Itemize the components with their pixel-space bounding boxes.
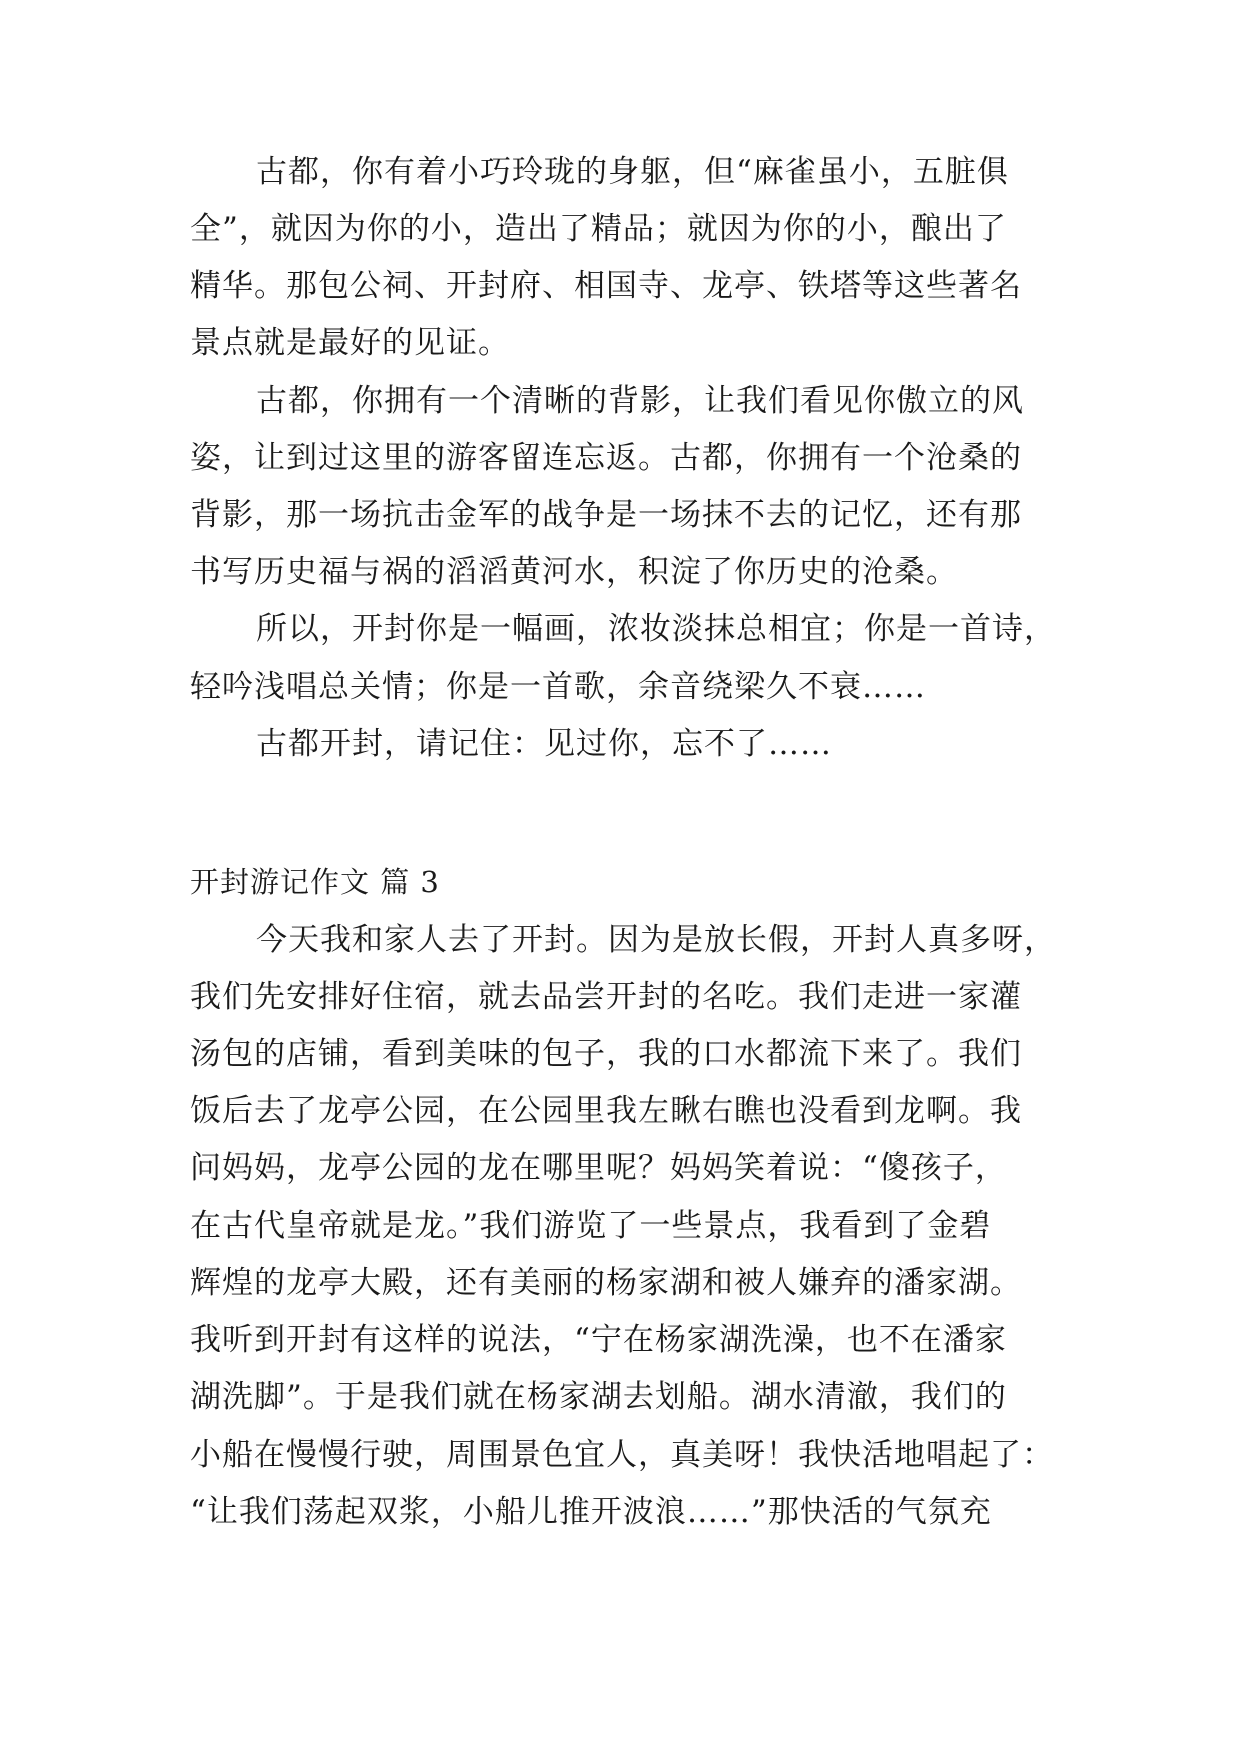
- paragraph-2-line-1: 古都，你拥有一个清晰的背影，让我们看见你傲立的风: [256, 383, 1024, 419]
- paragraph-1-line-2: 全”，就因为你的小，造出了精品；就因为你的小，酿出了: [190, 211, 1007, 247]
- paragraph-2-line-3: 背影，那一场抗击金军的战争是一场抹不去的记忆，还有那: [190, 497, 1022, 533]
- paragraph-5-line-6: 在古代皇帝就是龙。”我们游览了一些景点，我看到了金碧: [190, 1208, 992, 1244]
- paragraph-5-line-8: 我听到开封有这样的说法，“宁在杨家湖洗澡，也不在潘家: [190, 1322, 1007, 1358]
- paragraph-1-line-3: 精华。那包公祠、开封府、相国寺、龙亭、铁塔等这些著名: [190, 268, 1022, 304]
- paragraph-1-line-1: 古都，你有着小巧玲珑的身躯，但“麻雀虽小，五脏俱: [256, 154, 1009, 190]
- paragraph-5-line-5: 问妈妈，龙亭公园的龙在哪里呢？妈妈笑着说：“傻孩子，: [190, 1150, 1007, 1186]
- paragraph-5-line-9: 湖洗脚”。于是我们就在杨家湖去划船。湖水清澈，我们的: [190, 1379, 1007, 1415]
- paragraph-2-line-4: 书写历史福与祸的滔滔黄河水，积淀了你历史的沧桑。: [190, 554, 958, 590]
- paragraph-3-line-1: 所以，开封你是一幅画，浓妆淡抹总相宜；你是一首诗，: [256, 611, 1056, 647]
- paragraph-5-line-2: 我们先安排好住宿，就去品尝开封的名吃。我们走进一家灌: [190, 979, 1022, 1015]
- paragraph-4-line-1: 古都开封，请记住：见过你，忘不了……: [256, 726, 832, 762]
- paragraph-5-line-10: 小船在慢慢行驶，周围景色宜人，真美呀！我快活地唱起了：: [190, 1437, 1054, 1473]
- paragraph-5-line-3: 汤包的店铺，看到美味的包子，我的口水都流下来了。我们: [190, 1036, 1022, 1072]
- paragraph-5-line-11: “让我们荡起双浆，小船儿推开波浪……”那快活的气氛充: [190, 1494, 992, 1530]
- paragraph-5-line-1: 今天我和家人去了开封。因为是放长假，开封人真多呀，: [256, 922, 1056, 958]
- paragraph-5-line-4: 饭后去了龙亭公园，在公园里我左瞅右瞧也没看到龙啊。我: [190, 1093, 1022, 1129]
- paragraph-1-line-4: 景点就是最好的见证。: [190, 325, 510, 361]
- paragraph-2-line-2: 姿，让到过这里的游客留连忘返。古都，你拥有一个沧桑的: [190, 440, 1022, 476]
- paragraph-5-line-7: 辉煌的龙亭大殿，还有美丽的杨家湖和被人嫌弃的潘家湖。: [190, 1265, 1022, 1301]
- section-heading: 开封游记作文 篇 3: [190, 865, 440, 899]
- paragraph-3-line-2: 轻吟浅唱总关情；你是一首歌，余音绕梁久不衰……: [190, 669, 926, 705]
